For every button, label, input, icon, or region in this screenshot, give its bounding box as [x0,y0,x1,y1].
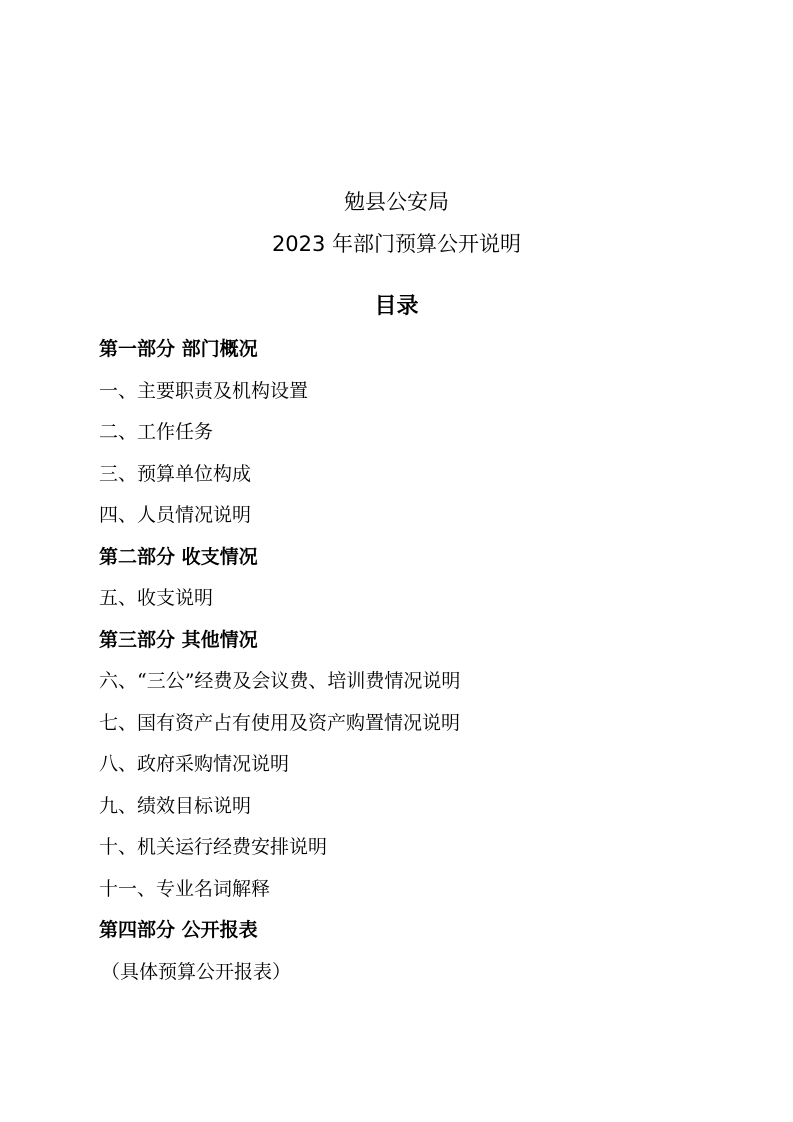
toc-heading: 目录 [374,294,419,319]
toc-item: 七、国有资产占有使用及资产购置情况说明 [99,711,461,734]
document-title: 勉县公安局 [344,190,449,214]
toc-part-heading: 第四部分 公开报表 [99,919,258,941]
toc-item: 十、机关运行经费安排说明 [99,836,328,858]
toc-item: 一、主要职责及机构设置 [99,379,309,402]
toc-item: 三、预算单位构成 [99,462,252,485]
toc-item: 十一、专业名词解释 [99,877,271,900]
toc-part-heading: 第一部分 部门概况 [99,338,258,360]
toc-item: 九、绩效目标说明 [99,794,252,817]
toc-item: 二、工作任务 [99,421,214,443]
toc-item: 五、收支说明 [99,587,214,609]
table-of-contents [99,334,460,998]
toc-item: 四、人员情况说明 [99,504,252,526]
toc-part-heading: 第三部分 其他情况 [99,628,258,651]
toc-item: 八、政府采购情况说明 [99,753,290,775]
toc-item: 六、“三公”经费及会议费、培训费情况说明 [99,670,461,692]
document-subtitle: 2023 年部门预算公开说明 [271,232,522,256]
toc-part-heading: 第二部分 收支情况 [99,545,258,568]
toc-note: （具体预算公开报表） [101,960,292,983]
